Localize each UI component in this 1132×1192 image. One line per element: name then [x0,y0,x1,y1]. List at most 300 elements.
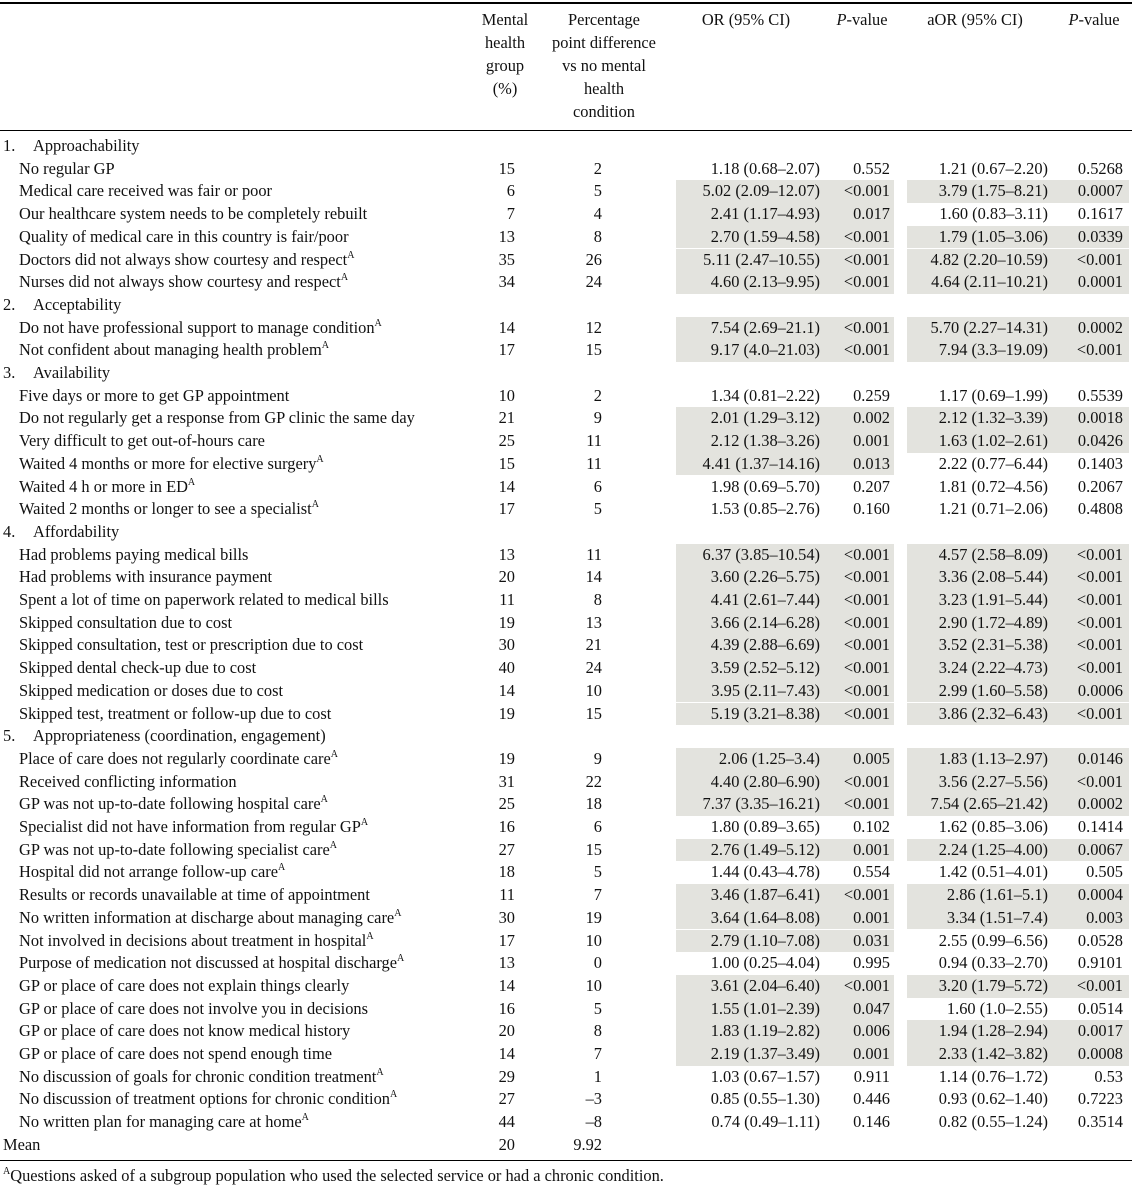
odds-ratio: 2.76 (1.49–5.12) [710,839,820,859]
adjusted-odds-ratio: 3.79 (1.75–8.21) [938,181,1048,201]
header-p-value-1 [828,8,896,31]
mental-health-pct: 27 [498,1089,515,1109]
p-value-or: 0.995 [853,953,890,973]
mental-health-pct: 14 [498,476,515,496]
p-value-or: 0.554 [853,862,890,882]
p-value-or: 0.002 [853,408,890,428]
p-value-aor: 0.5539 [1077,385,1123,405]
mental-health-pct: 20 [498,1134,515,1154]
header-p-rest: -value [1078,10,1120,29]
footnote-marker: A [347,249,355,261]
table-top-rule [0,2,1132,4]
row-label-text: Waited 4 h or more in ED [19,476,188,496]
p-value-or: <0.001 [843,680,890,700]
row-label-text: No written information at discharge about managing care [19,907,395,927]
header-line: Percentage [568,10,640,29]
pp-difference: 7 [593,1044,602,1063]
p-value-aor: <0.001 [1076,975,1123,995]
row-label [19,158,115,181]
p-value-aor: 0.0002 [1077,317,1123,337]
footnote-marker: A [3,1166,11,1177]
p-value-aor: <0.001 [1076,635,1123,655]
p-value-aor: 0.0017 [1077,1021,1123,1041]
row-label [19,180,272,203]
p-value-aor: 0.1403 [1077,453,1123,473]
header-rule [0,130,1132,131]
mean-row [0,1134,1132,1157]
footnote-text: Questions asked of a subgroup population who used the selected service or had a chronic condition. [10,1166,664,1185]
adjusted-odds-ratio: 0.82 (0.55–1.24) [938,1112,1048,1132]
p-value-aor: 0.0018 [1077,408,1123,428]
pp-difference: 10 [585,930,602,950]
mental-health-pct: 7 [506,204,515,224]
row-label-text: Do not regularly get a response from GP clinic the same day [19,408,415,428]
pp-difference: 7 [593,885,602,905]
table-row [0,839,1132,862]
row-label-text: Purpose of medication not discussed at hospital discharge [19,953,397,973]
table-row [0,680,1132,703]
odds-ratio: 5.02 (2.09–12.07) [702,181,820,201]
table-row [0,975,1132,998]
section-row [0,362,1132,385]
odds-ratio: 3.46 (1.87–6.41) [710,885,820,905]
adjusted-odds-ratio: 2.33 (1.42–3.82) [938,1044,1048,1063]
mental-health-pct: 30 [498,635,515,655]
table-row [0,1020,1132,1043]
row-label [19,249,354,272]
p-value-aor: <0.001 [1076,771,1123,791]
adjusted-odds-ratio: 1.21 (0.71–2.06) [938,499,1048,519]
adjusted-odds-ratio: 3.24 (2.22–4.73) [938,658,1048,678]
mental-health-pct: 27 [498,839,515,859]
mental-health-pct: 19 [498,703,515,723]
row-label [19,203,367,226]
mental-health-pct: 18 [498,862,515,882]
table-row [0,952,1132,975]
pp-difference: 9 [593,748,602,768]
footnote-marker: A [396,953,405,965]
table-row [0,793,1132,816]
p-value-or: <0.001 [843,771,890,791]
mental-health-pct: 35 [498,249,515,269]
odds-ratio: 2.41 (1.17–4.93) [710,204,820,224]
adjusted-odds-ratio: 5.70 (2.27–14.31) [930,317,1048,337]
row-label-text: GP was not up-to-date following hospital care [19,794,321,814]
p-value-aor: 0.505 [1086,862,1123,882]
footnote-marker: A [277,862,286,874]
table-row [0,226,1132,249]
row-label-text: GP or place of care does not know medical history [19,1021,351,1041]
p-value-or: <0.001 [843,544,890,564]
p-value-aor: <0.001 [1076,658,1123,678]
row-label-text: Our healthcare system needs to be completely rebuilt [19,204,368,224]
footnote-marker: A [311,499,319,511]
pp-difference: 22 [585,771,602,791]
adjusted-odds-ratio: 3.34 (1.51–7.4) [946,907,1048,927]
mental-health-pct: 13 [498,953,515,973]
footnote-marker: A [366,930,374,942]
mental-health-pct: 19 [498,748,515,768]
mental-health-pct: 21 [498,408,515,428]
row-label-text: GP or place of care does not spend enough time [19,1044,332,1063]
mental-health-pct: 10 [498,385,515,405]
row-label [19,226,349,249]
mental-health-pct: 17 [498,930,515,950]
row-label-text: Skipped medication or doses due to cost [19,680,284,700]
row-label-text: Specialist did not have information from regular GP [19,817,361,836]
p-value-or: <0.001 [843,181,890,201]
pp-difference: 5 [593,181,602,201]
odds-ratio: 4.41 (1.37–14.16) [702,453,820,473]
section-title: Affordability [33,521,120,541]
section-number: 3. [3,363,16,382]
pp-difference: 6 [593,817,602,836]
row-label-text: Waited 4 months or more for elective surgery [19,453,317,473]
table-row [0,407,1132,430]
table-row [0,816,1132,839]
p-value-aor: 0.2067 [1077,476,1123,496]
odds-ratio: 4.40 (2.80–6.90) [710,771,820,791]
pp-difference: 18 [585,794,602,814]
table-row [0,498,1132,521]
row-label [19,1111,309,1134]
p-value-or: <0.001 [843,567,890,587]
p-value-aor: 0.0004 [1077,885,1123,905]
pp-difference: 15 [585,839,602,859]
mental-health-pct: 6 [506,181,515,201]
odds-ratio: 3.66 (2.14–6.28) [710,612,820,632]
pp-difference: 21 [585,635,602,655]
odds-ratio: 4.60 (2.13–9.95) [710,272,820,292]
table-row [0,1066,1132,1089]
adjusted-odds-ratio: 0.93 (0.62–1.40) [938,1089,1048,1109]
adjusted-odds-ratio: 3.23 (1.91–5.44) [938,590,1048,609]
section-row [0,294,1132,317]
p-value-or: <0.001 [843,885,890,905]
adjusted-odds-ratio: 3.86 (2.32–6.43) [938,703,1048,723]
adjusted-odds-ratio: 1.60 (0.83–3.11) [939,204,1048,224]
table-row [0,1111,1132,1134]
table-bottom-rule [0,1160,1132,1161]
section-row [0,135,1132,158]
p-value-aor: 0.53 [1094,1066,1123,1086]
footnote-marker: A [320,794,328,806]
section-label [3,135,140,158]
mental-health-pct: 34 [498,272,515,292]
odds-ratio: 1.83 (1.19–2.82) [710,1021,820,1041]
p-value-or: 0.160 [853,499,890,519]
p-value-or: <0.001 [843,975,890,995]
row-label [19,884,370,907]
mental-health-pct: 16 [498,998,515,1018]
section-label [3,294,121,317]
row-label-text: No written plan for managing care at home [19,1112,302,1132]
p-value-aor: 0.0528 [1077,930,1123,950]
row-label [19,271,348,294]
p-value-aor: 0.0007 [1077,181,1123,201]
pp-difference: 10 [585,680,602,700]
p-value-aor: 0.9101 [1077,953,1123,973]
footnote-marker: A [187,476,196,488]
row-label-text: No regular GP [19,158,115,178]
pp-difference: 11 [586,544,602,564]
row-label [19,544,248,567]
row-label [19,498,319,521]
table-row [0,861,1132,884]
mental-health-pct: 20 [498,1021,515,1041]
row-label [19,861,285,884]
row-label [19,816,368,839]
pp-difference: 15 [585,703,602,723]
p-value-aor: <0.001 [1076,340,1123,360]
header-p-rest: -value [846,10,888,29]
p-value-aor: 0.0008 [1077,1044,1123,1063]
p-value-or: <0.001 [843,612,890,632]
header-p-italic: P [1068,10,1079,29]
footnote-marker: A [301,1112,309,1124]
mental-health-pct: 16 [498,817,515,836]
mental-health-pct: 15 [498,453,515,473]
odds-ratio: 2.79 (1.10–7.08) [710,930,820,950]
odds-ratio: 1.98 (0.69–5.70) [710,476,820,496]
p-value-or: <0.001 [843,703,890,723]
section-label [3,725,326,748]
pp-difference: 8 [593,226,602,246]
mental-health-pct: 13 [498,544,515,564]
table-row [0,1043,1132,1066]
row-label-text: Skipped dental check-up due to cost [19,658,257,678]
p-value-or: <0.001 [843,226,890,246]
row-label [19,907,401,930]
footnote-marker: A [376,1066,384,1078]
p-value-or: 0.001 [853,839,890,859]
footnote-marker: A [329,839,337,851]
section-number: 5. [3,726,16,746]
row-label [19,612,232,635]
odds-ratio: 2.70 (1.59–4.58) [710,226,820,246]
table-row [0,1088,1132,1111]
table-row [0,748,1132,771]
adjusted-odds-ratio: 2.55 (0.99–6.56) [938,930,1048,950]
odds-ratio: 3.64 (1.64–8.08) [710,907,820,927]
pp-difference: 13 [585,612,602,632]
pp-difference: 11 [586,431,602,451]
mental-health-pct: 11 [499,590,515,609]
mental-health-pct: 40 [498,658,515,678]
header-aor [910,8,1040,31]
adjusted-odds-ratio: 7.94 (3.3–19.09) [938,340,1048,360]
mental-health-pct: 44 [498,1112,515,1132]
section-number: 2. [3,294,16,314]
row-label-text: Five days or more to get GP appointment [19,385,290,405]
pp-difference: 0 [593,953,602,973]
table-row [0,271,1132,294]
mental-health-pct: 14 [498,975,515,995]
mental-health-pct: 14 [498,680,515,700]
pp-difference: 6 [593,476,602,496]
header-line: condition [573,102,635,121]
odds-ratio: 1.34 (0.81–2.22) [710,385,820,405]
footnote-marker: A [360,817,369,828]
p-value-aor: 0.003 [1086,907,1123,927]
row-label-text: GP was not up-to-date following specialist care [19,839,330,859]
adjusted-odds-ratio: 1.81 (0.72–4.56) [938,476,1048,496]
p-value-aor: <0.001 [1076,590,1123,609]
adjusted-odds-ratio: 2.22 (0.77–6.44) [938,453,1048,473]
footnote-marker: A [330,748,338,760]
p-value-or: 0.146 [853,1112,890,1132]
row-label [19,1066,384,1089]
mental-health-pct: 13 [498,226,515,246]
row-label-text: Results or records unavailable at time of appointment [19,885,370,905]
row-label [19,566,272,589]
footnote-marker: A [321,340,329,352]
adjusted-odds-ratio: 4.64 (2.11–10.21) [931,272,1048,292]
pp-difference: 11 [586,453,602,473]
p-value-aor: 0.3514 [1077,1112,1123,1132]
row-label [19,453,324,476]
table-row [0,566,1132,589]
header-line: (%) [492,79,518,98]
table-row [0,453,1132,476]
mental-health-pct: 30 [498,907,515,927]
row-label [19,703,331,726]
table-row [0,430,1132,453]
p-value-or: 0.047 [853,998,890,1018]
adjusted-odds-ratio: 7.54 (2.65–21.42) [930,794,1048,814]
pp-difference: 8 [593,590,602,609]
p-value-aor: 0.0002 [1077,794,1123,814]
p-value-aor: 0.0146 [1077,748,1123,768]
adjusted-odds-ratio: 1.21 (0.67–2.20) [938,158,1048,178]
adjusted-odds-ratio: 1.83 (1.13–2.97) [938,748,1048,768]
mental-health-pct: 17 [498,340,515,360]
row-label-text: Very difficult to get out-of-hours care [19,431,265,451]
odds-ratio: 1.53 (0.85–2.76) [710,499,820,519]
pp-difference: 15 [585,340,602,360]
row-label [19,930,374,953]
p-value-or: <0.001 [843,794,890,814]
table-row [0,317,1132,340]
adjusted-odds-ratio: 3.36 (2.08–5.44) [938,567,1048,587]
section-row [0,725,1132,748]
p-value-aor: <0.001 [1076,703,1123,723]
p-value-or: 0.005 [853,748,890,768]
adjusted-odds-ratio: 4.82 (2.20–10.59) [930,249,1048,269]
adjusted-odds-ratio: 1.94 (1.28–2.94) [938,1021,1048,1041]
odds-ratio: 2.06 (1.25–3.4) [718,748,820,768]
odds-ratio: 0.85 (0.55–1.30) [710,1089,820,1109]
row-label [19,407,415,430]
header-or [682,8,810,31]
adjusted-odds-ratio: 1.60 (1.0–2.55) [946,998,1048,1018]
p-value-aor: 0.0426 [1077,431,1123,451]
odds-ratio: 1.80 (0.89–3.65) [710,817,820,836]
row-label [19,680,283,703]
pp-difference: 10 [585,975,602,995]
pp-difference: 5 [593,499,602,519]
header-aor-text: aOR (95% CI) [927,10,1023,29]
p-value-aor: <0.001 [1076,249,1123,269]
p-value-or: <0.001 [843,340,890,360]
mental-health-pct: 14 [498,1044,515,1063]
table-row [0,612,1132,635]
adjusted-odds-ratio: 2.90 (1.72–4.89) [938,612,1048,632]
odds-ratio: 3.60 (2.26–5.75) [710,567,820,587]
row-label [19,657,256,680]
table-row [0,998,1132,1021]
p-value-aor: 0.0339 [1077,226,1123,246]
header-line: Mental [481,10,529,29]
header-line: health [583,79,625,98]
p-value-aor: 0.0006 [1077,680,1123,700]
pp-difference: 14 [585,567,602,587]
footnote-marker: A [316,453,324,465]
row-label-text: Skipped test, treatment or follow-up due to cost [19,703,332,723]
pp-difference: 26 [585,249,602,269]
row-label [19,317,382,340]
mean-label: Mean [3,1134,41,1154]
table-row [0,930,1132,953]
mental-health-pct: 31 [498,771,515,791]
table-row [0,180,1132,203]
p-value-or: 0.001 [853,907,890,927]
row-label-text: Not confident about managing health problem [19,340,322,360]
header-line: health [484,33,526,52]
row-label [19,339,329,362]
odds-ratio: 3.95 (2.11–7.43) [711,680,820,700]
row-label-text: Place of care does not regularly coordinate care [19,748,331,768]
p-value-or: <0.001 [843,658,890,678]
row-label-text: Hospital did not arrange follow-up care [19,862,278,882]
pp-difference: 5 [593,862,602,882]
adjusted-odds-ratio: 2.24 (1.25–4.00) [938,839,1048,859]
pp-difference: 2 [593,158,602,178]
footnote-marker: A [340,272,349,284]
odds-ratio: 1.55 (1.01–2.39) [710,998,820,1018]
pp-difference: 1 [593,1066,602,1086]
p-value-aor: 0.7223 [1077,1089,1123,1109]
odds-ratio: 1.03 (0.67–1.57) [710,1066,820,1086]
odds-ratio: 5.11 (2.47–10.55) [703,249,820,269]
section-number: 1. [3,136,16,155]
row-label [19,952,404,975]
adjusted-odds-ratio: 1.62 (0.85–3.06) [938,817,1048,836]
row-label-text: Doctors did not always show courtesy and respect [19,249,348,269]
odds-ratio: 0.74 (0.49–1.11) [711,1112,820,1132]
mental-health-pct: 14 [498,317,515,337]
odds-ratio: 2.19 (1.37–3.49) [710,1044,820,1063]
p-value-or: 0.013 [853,453,890,473]
p-value-aor: 0.5268 [1077,158,1123,178]
adjusted-odds-ratio: 1.42 (0.51–4.01) [938,862,1048,882]
p-value-aor: 0.1617 [1077,204,1123,224]
p-value-or: 0.911 [853,1066,890,1086]
adjusted-odds-ratio: 3.56 (2.27–5.56) [938,771,1048,791]
section-title: Acceptability [33,294,122,314]
table-row [0,884,1132,907]
mental-health-pct: 25 [498,794,515,814]
p-value-or: 0.552 [853,158,890,178]
p-value-aor: <0.001 [1076,567,1123,587]
pp-difference: 8 [593,1021,602,1041]
p-value-aor: <0.001 [1076,612,1123,632]
row-label-text: Not involved in decisions about treatment in hospital [19,930,367,950]
row-label-text: Had problems paying medical bills [19,544,249,564]
adjusted-odds-ratio: 2.86 (1.61–5.1) [946,885,1048,905]
table-row [0,544,1132,567]
p-value-or: 0.001 [853,1044,890,1063]
